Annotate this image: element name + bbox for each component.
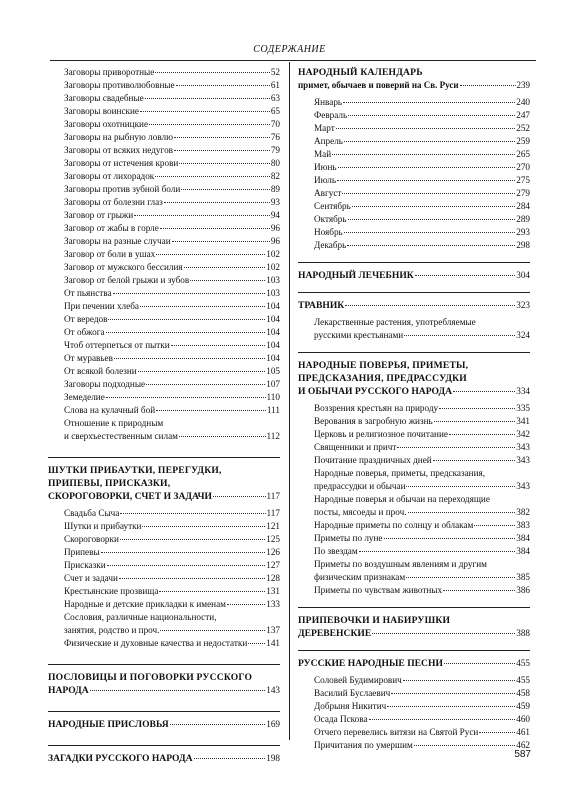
toc-entry[interactable]: [298, 109, 530, 122]
section-title-line: ПРИПЕВЫ, ПРИСКАЗКИ,: [48, 478, 171, 489]
toc-entry-page: 455: [516, 675, 530, 685]
toc-entry[interactable]: [48, 546, 280, 559]
section-title: РУССКИЕ НАРОДНЫЕ ПЕСНИ: [298, 658, 443, 669]
section-page: 198: [266, 753, 280, 763]
toc-entry[interactable]: [48, 118, 280, 131]
toc-entry[interactable]: [48, 261, 280, 274]
toc-entry-line: Народные поверья, приметы, предсказания,: [314, 468, 486, 478]
section-healer[interactable]: [298, 262, 530, 282]
toc-entry-page: 270: [516, 162, 530, 172]
toc-entry[interactable]: [298, 532, 530, 545]
toc-entry-title: Причитания по умершим: [314, 740, 413, 750]
section-title-line: ПРЕДСКАЗАНИЯ, ПРЕДРАССУДКИ: [298, 373, 467, 384]
toc-entry-title: Воззрения крестьян на природу: [314, 403, 439, 413]
toc-entry-page: 121: [266, 521, 280, 531]
toc-entry-title: Заговоры свадебные: [64, 93, 144, 103]
toc-entry[interactable]: [298, 454, 530, 467]
toc-entry-title: Август: [314, 188, 342, 198]
toc-entry-title: Заговоры от лихорадок: [64, 171, 155, 181]
toc-left-column: [48, 66, 280, 765]
toc-entry-line: Сословия, различные национальности,: [64, 612, 217, 622]
toc-entry-page: 80: [270, 158, 280, 168]
toc-entry-title: По звездам: [314, 546, 358, 556]
toc-entry-page: 343: [516, 455, 530, 465]
toc-entry-title: Слова на кулачный бой: [64, 405, 156, 415]
toc-entry-page: 343: [516, 481, 530, 491]
toc-entry-title: Заговор от белой грыжи и зубов: [64, 275, 190, 285]
toc-entry[interactable]: [48, 209, 280, 222]
toc-entry-title: Апрель: [314, 136, 343, 146]
section-title-line: ШУТКИ ПРИБАУТКИ, ПЕРЕГУДКИ,: [48, 465, 222, 476]
toc-entry-page: 104: [266, 301, 280, 311]
toc-entry[interactable]: [298, 493, 530, 519]
toc-entry[interactable]: [48, 404, 280, 417]
toc-entry[interactable]: [48, 196, 280, 209]
toc-entry-title: Заговоры приворотные: [64, 67, 155, 77]
toc-entry[interactable]: [298, 713, 530, 726]
toc-entry[interactable]: [48, 417, 280, 443]
section-ditties[interactable]: [298, 607, 530, 640]
toc-entry-page: 385: [516, 572, 530, 582]
month-entries: [298, 96, 530, 252]
toc-entry-page: 104: [266, 340, 280, 350]
toc-entry[interactable]: [298, 674, 530, 687]
songs-entries: [298, 674, 530, 752]
toc-entry[interactable]: [298, 316, 530, 342]
toc-entry-page: 63: [270, 93, 280, 103]
toc-entry-page: 137: [266, 625, 280, 635]
toc-entry[interactable]: [298, 96, 530, 109]
toc-entry[interactable]: [48, 391, 280, 404]
toc-entry-title: занятия, родство и проч.: [64, 625, 160, 635]
toc-entry-page: 70: [270, 119, 280, 129]
toc-entry-title: Присказки: [64, 560, 106, 570]
toc-entry-title: Заговор от мужского бессилия: [64, 262, 183, 272]
toc-entry-page: 61: [270, 80, 280, 90]
toc-entry[interactable]: [48, 378, 280, 391]
toc-entry-page: 279: [516, 188, 530, 198]
toc-entry[interactable]: [48, 144, 280, 157]
toc-entry-title: Заговоры от всяких недугов: [64, 145, 174, 155]
section-title-line: ПОСЛОВИЦЫ И ПОГОВОРКИ РУССКОГО: [48, 672, 253, 683]
toc-entry[interactable]: [48, 157, 280, 170]
section-jokes[interactable]: [48, 457, 280, 503]
toc-entry-title: Ноябрь: [314, 227, 343, 237]
toc-entry-page: 247: [516, 110, 530, 120]
toc-entry[interactable]: [298, 226, 530, 239]
toc-entry-page: 126: [266, 547, 280, 557]
toc-entry-page: 341: [516, 416, 530, 426]
toc-entry-title: Заговоры на рыбную ловлю: [64, 132, 173, 142]
toc-entry[interactable]: [48, 352, 280, 365]
toc-entry-page: 458: [516, 688, 530, 698]
section-calendar[interactable]: [298, 66, 530, 92]
toc-entry-title: Скороговорки: [64, 534, 119, 544]
toc-entry-title: От вередов: [64, 314, 108, 324]
toc-entry[interactable]: [48, 66, 280, 79]
toc-entry-title: От пьянства: [64, 288, 112, 298]
toc-entry-title: Припевы: [64, 547, 100, 557]
toc-entry[interactable]: [48, 183, 280, 196]
toc-entry-page: 94: [270, 210, 280, 220]
toc-entry[interactable]: [298, 200, 530, 213]
toc-entry-title: Заговоры на разные случаи: [64, 236, 171, 246]
toc-entry-page: 259: [516, 136, 530, 146]
section-subtitle: примет, обычаев и поверий на Св. Руси: [298, 80, 459, 90]
toc-entry-page: 462: [516, 740, 530, 750]
toc-entry-title: физическим признакам: [314, 572, 406, 582]
section-title-line: НАРОДНЫЙ КАЛЕНДАРЬ: [298, 67, 423, 78]
toc-entry-title: Заговоры от болезни глаз: [64, 197, 163, 207]
toc-entry-title: Физические и духовные качества и недостатки: [64, 638, 248, 648]
toc-entry-page: 89: [270, 184, 280, 194]
toc-entry-title: Май: [314, 149, 332, 159]
toc-entry[interactable]: [48, 585, 280, 598]
toc-entry-title: Заговор от грыжи: [64, 210, 134, 220]
section-page: 388: [516, 628, 530, 638]
toc-entry-page: 96: [270, 223, 280, 233]
toc-entry-page: 127: [266, 560, 280, 570]
toc-entry[interactable]: [298, 700, 530, 713]
toc-entry[interactable]: [298, 428, 530, 441]
toc-entry-page: 82: [270, 171, 280, 181]
section-proverbs[interactable]: [48, 664, 280, 697]
toc-entry-title: Заговоры от истечения крови: [64, 158, 179, 168]
toc-entry-page: 298: [516, 240, 530, 250]
toc-entry-line: Приметы по воздушным явлениям и другим: [314, 559, 487, 569]
jokes-entries: [48, 507, 280, 611]
toc-entry[interactable]: [48, 507, 280, 520]
toc-entry[interactable]: [298, 739, 530, 752]
toc-entry-line: Отношение к природным: [64, 418, 164, 428]
toc-entry-title: Декабрь: [314, 240, 347, 250]
toc-entry-page: 104: [266, 314, 280, 324]
toc-entry-title: Сентябрь: [314, 201, 351, 211]
toc-entry[interactable]: [298, 187, 530, 200]
section-title: СКОРОГОВОРКИ, СЧЕТ И ЗАДАЧИ: [48, 491, 212, 502]
toc-entry[interactable]: [48, 572, 280, 585]
toc-entry[interactable]: [48, 637, 280, 650]
toc-entry-title: Чтоб оттерпеться от пытки: [64, 340, 170, 350]
section-title-line: НАРОДНЫЕ ПОВЕРЬЯ, ПРИМЕТЫ,: [298, 360, 469, 371]
toc-entry-page: 335: [516, 403, 530, 413]
toc-entry-title: Добрыня Никитич: [314, 701, 387, 711]
toc-entry-line: Лекарственные растения, употребляемые: [314, 317, 476, 327]
toc-entry-page: 104: [266, 327, 280, 337]
toc-entry[interactable]: [298, 726, 530, 739]
toc-entry-page: 384: [516, 533, 530, 543]
page-header: СОДЕРЖАНИЕ: [253, 44, 326, 55]
toc-entry-title: Василий Буслаевич: [314, 688, 391, 698]
toc-entry-page: 107: [266, 379, 280, 389]
section-riddles[interactable]: [48, 745, 280, 765]
section-page: 455: [516, 658, 530, 668]
toc-entry-title: Церковь и религиозное почитание: [314, 429, 448, 439]
toc-entry[interactable]: [48, 131, 280, 144]
toc-entry-page: 105: [266, 366, 280, 376]
toc-entry-page: 102: [266, 262, 280, 272]
toc-entry-title: Заговоры противолюбовные: [64, 80, 175, 90]
toc-entry[interactable]: [48, 235, 280, 248]
toc-entry-page: 93: [270, 197, 280, 207]
page-number: 587: [514, 749, 531, 760]
toc-entry-title: От муравьев: [64, 353, 113, 363]
toc-entry-title: Приметы по луне: [314, 533, 383, 543]
toc-entry-page: 96: [270, 236, 280, 246]
toc-entry[interactable]: [48, 170, 280, 183]
toc-entry-page: 382: [516, 507, 530, 517]
toc-entry-title: русскими крестьянами: [314, 330, 404, 340]
toc-entry-page: 111: [266, 405, 280, 415]
section-page: 143: [266, 685, 280, 695]
toc-entry-title: Заговоры охотницкие: [64, 119, 149, 129]
toc-entry-title: От обжога: [64, 327, 105, 337]
toc-entry[interactable]: [298, 584, 530, 597]
toc-entry[interactable]: [298, 239, 530, 252]
toc-entry-page: 461: [516, 727, 530, 737]
toc-entry-page: 383: [516, 520, 530, 530]
toc-entry[interactable]: [48, 79, 280, 92]
toc-entry[interactable]: [48, 287, 280, 300]
section-page: 323: [516, 300, 530, 310]
toc-entry[interactable]: [298, 415, 530, 428]
toc-entry-line: Народные поверья и обычаи на переходящие: [314, 494, 490, 504]
toc-entry-page: 76: [270, 132, 280, 142]
section-title: НАРОДНЫЕ ПРИСЛОВЬЯ: [48, 719, 169, 730]
toc-entry-page: 293: [516, 227, 530, 237]
section-title: ДЕРЕВЕНСКИЕ: [298, 628, 372, 639]
toc-entry-page: 386: [516, 585, 530, 595]
toc-entry[interactable]: [48, 300, 280, 313]
toc-entry-page: 104: [266, 353, 280, 363]
toc-entry[interactable]: [48, 559, 280, 572]
toc-entry[interactable]: [298, 519, 530, 532]
toc-entry[interactable]: [48, 248, 280, 261]
toc-entry-title: Заговор от жабы в горле: [64, 223, 159, 233]
section-page: 304: [516, 270, 530, 280]
toc-entry-page: 240: [516, 97, 530, 107]
toc-entry-title: Отчего перевелись витязи на Святой Руси: [314, 727, 479, 737]
toc-entry-title: Верования в загробную жизнь: [314, 416, 433, 426]
toc-entry-title: Заговоры подходные: [64, 379, 146, 389]
beliefs-entries: [298, 402, 530, 467]
toc-entry-title: и сверхъестественным силам: [64, 431, 178, 441]
toc-entry-title: предрассудки и обычаи: [314, 481, 406, 491]
toc-entry-title: Приметы по чувствам животных: [314, 585, 443, 595]
toc-entry[interactable]: [298, 174, 530, 187]
section-title: И ОБЫЧАИ РУССКОГО НАРОДА: [298, 386, 453, 397]
toc-entry-page: 103: [266, 288, 280, 298]
toc-entry-page: 125: [266, 534, 280, 544]
column-separator: [289, 62, 290, 740]
toc-entry-title: Почитание праздничных дней: [314, 455, 432, 465]
toc-entry-title: Февраль: [314, 110, 348, 120]
toc-entry-title: Заговоры против зубной боли: [64, 184, 181, 194]
section-title: НАРОДНЫЙ ЛЕЧЕБНИК: [298, 270, 414, 281]
toc-entry-title: Июнь: [314, 162, 337, 172]
toc-entry[interactable]: [48, 92, 280, 105]
toc-entry[interactable]: [48, 611, 280, 637]
toc-entry[interactable]: [298, 161, 530, 174]
toc-entry-title: Соловей Будимирович: [314, 675, 402, 685]
toc-entry-page: 117: [266, 508, 280, 518]
toc-entry[interactable]: [48, 598, 280, 611]
section-page: 117: [266, 491, 280, 501]
beliefs-entries: [298, 519, 530, 558]
toc-entry-title: Священники и причт: [314, 442, 397, 452]
toc-entry[interactable]: [48, 533, 280, 546]
toc-entry-title: Счет и задачи: [64, 573, 118, 583]
toc-entry[interactable]: [298, 135, 530, 148]
toc-entry-title: посты, мясоеды и проч.: [314, 507, 407, 517]
toc-entry[interactable]: [48, 365, 280, 378]
toc-entry-page: 112: [266, 431, 280, 441]
header-rule: [50, 60, 536, 61]
toc-entry-page: 52: [270, 67, 280, 77]
toc-entry-title: Народные и детские прикладки к именам: [64, 599, 226, 609]
toc-entry-page: 252: [516, 123, 530, 133]
toc-entry-title: Январь: [314, 97, 343, 107]
toc-left-entries: [48, 66, 280, 417]
toc-entry-page: 289: [516, 214, 530, 224]
toc-entry[interactable]: [48, 313, 280, 326]
toc-entry[interactable]: [298, 545, 530, 558]
toc-entry[interactable]: [298, 122, 530, 135]
toc-entry-page: 79: [270, 145, 280, 155]
section-title: НАРОДА: [48, 685, 89, 696]
toc-entry[interactable]: [48, 274, 280, 287]
toc-entry-title: Заговор от боли в ушах: [64, 249, 156, 259]
section-page: 169: [266, 719, 280, 729]
toc-entry[interactable]: [48, 339, 280, 352]
toc-entry[interactable]: [298, 213, 530, 226]
section-page: 239: [516, 80, 530, 90]
section-beliefs[interactable]: [298, 352, 530, 398]
toc-entry-title: Осада Пскова: [314, 714, 368, 724]
section-songs[interactable]: [298, 650, 530, 670]
toc-entry-page: 343: [516, 442, 530, 452]
toc-entry-title: Март: [314, 123, 335, 133]
toc-entry-page: 133: [266, 599, 280, 609]
toc-entry-page: 324: [516, 330, 530, 340]
toc-entry-page: 384: [516, 546, 530, 556]
toc-entry-page: 103: [266, 275, 280, 285]
toc-entry-page: 141: [266, 638, 280, 648]
toc-entry[interactable]: [298, 687, 530, 700]
toc-entry-page: 342: [516, 429, 530, 439]
toc-entry[interactable]: [298, 558, 530, 584]
toc-entry-title: При печении хлеба: [64, 301, 139, 311]
toc-entry[interactable]: [298, 148, 530, 161]
toc-entry-page: 275: [516, 175, 530, 185]
toc-right-column: [298, 66, 530, 752]
section-sayings[interactable]: [48, 711, 280, 731]
toc-entry[interactable]: [298, 402, 530, 415]
toc-entry-title: Народные приметы по солнцу и облакам: [314, 520, 474, 530]
toc-entry-page: 131: [266, 586, 280, 596]
section-title: ТРАВНИК: [298, 300, 345, 311]
toc-entry-title: Земеделие: [64, 392, 105, 402]
toc-entry-title: От всякой болезни: [64, 366, 137, 376]
toc-entry[interactable]: [48, 520, 280, 533]
toc-entry-page: 110: [266, 392, 280, 402]
section-page: 334: [516, 386, 530, 396]
toc-entry[interactable]: [48, 105, 280, 118]
toc-entry-page: 102: [266, 249, 280, 259]
toc-entry-page: 284: [516, 201, 530, 211]
toc-entry-page: 128: [266, 573, 280, 583]
toc-entry[interactable]: [298, 441, 530, 454]
toc-entry-title: Заговоры воинские: [64, 106, 139, 116]
toc-entry[interactable]: [298, 467, 530, 493]
toc-entry-title: Крестьянские прозвища: [64, 586, 159, 596]
section-title-line: ПРИПЕВОЧКИ И НАБИРУШКИ: [298, 615, 451, 626]
toc-entry-title: Шутки и прибаутки: [64, 521, 142, 531]
toc-entry[interactable]: [48, 222, 280, 235]
toc-entry-title: Июль: [314, 175, 337, 185]
toc-entry[interactable]: [48, 326, 280, 339]
toc-entry-title: Октябрь: [314, 214, 347, 224]
section-herbal[interactable]: [298, 292, 530, 312]
toc-entry-page: 460: [516, 714, 530, 724]
toc-entry-page: 65: [270, 106, 280, 116]
toc-entry-page: 459: [516, 701, 530, 711]
toc-entry-title: Свадьба Сыча: [64, 508, 120, 518]
section-title: ЗАГАДКИ РУССКОГО НАРОДА: [48, 753, 193, 764]
toc-entry-page: 265: [516, 149, 530, 159]
